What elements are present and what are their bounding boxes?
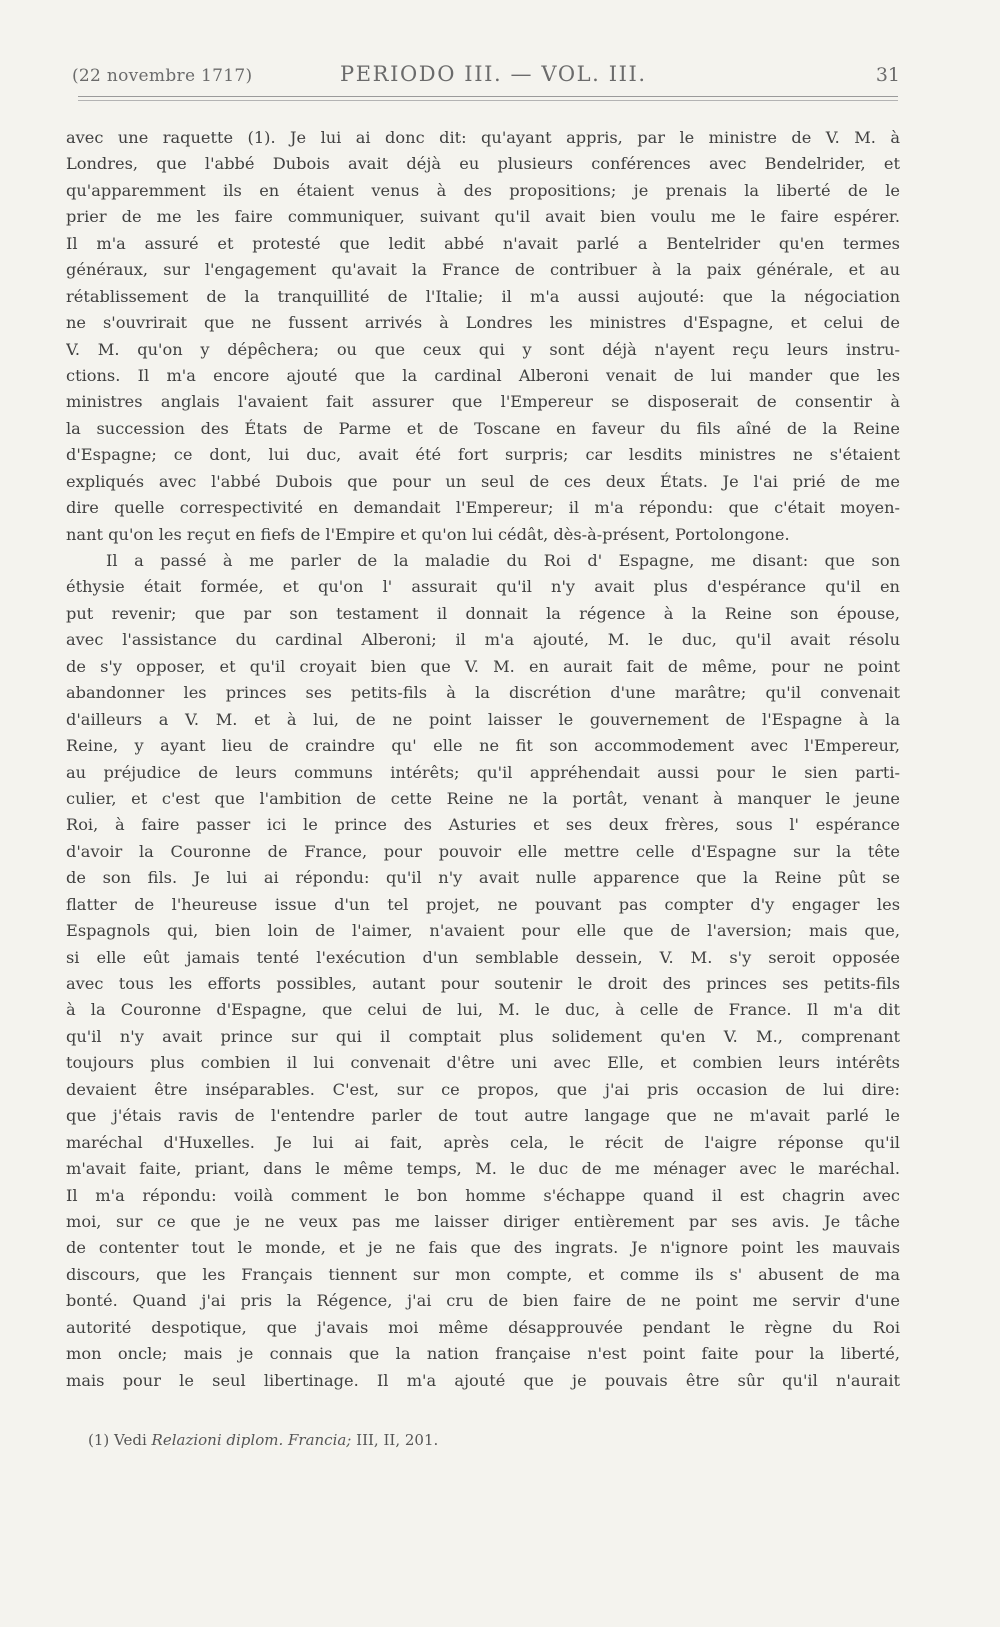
text-line: ministres anglais l'avaient fait assurer que l'Empereur se disposerait de consentir à — [66, 392, 900, 412]
page-number: 31 — [875, 64, 900, 86]
text-line: la succession des États de Parme et de Toscane en faveur du fils aîné de la Reine — [66, 418, 900, 438]
text-line: bonté. Quand j'ai pris la Régence, j'ai cru de bien faire de ne point me servir d'une — [66, 1291, 900, 1311]
text-line: rétablissement de la tranquillité de l'Italie; il m'a aussi aujouté: que la négociation — [66, 286, 900, 306]
footnote-source: Relazioni diplom. Francia; — [151, 1431, 352, 1449]
text-line: Londres, que l'abbé Dubois avait déjà eu plusieurs conférences avec Bendelrider, et — [66, 154, 900, 174]
text-line: moi, sur ce que je ne veux pas me laisser diriger entièrement par ses avis. Je tâche — [66, 1211, 900, 1231]
text-line: de son fils. Je lui ai répondu: qu'il n'y avait nulle apparence que la Reine pût se — [66, 868, 900, 888]
text-line: de s'y opposer, et qu'il croyait bien que V. M. en aurait fait de même, pour ne point — [66, 656, 900, 676]
footnote — [88, 1431, 438, 1449]
text-line: ctions. Il m'a encore ajouté que la cardinal Alberoni venait de lui mander que les — [66, 365, 900, 385]
text-line: nant qu'on les reçut en fiefs de l'Empire et qu'on lui cédât, dès-à-présent, Portolongone. — [66, 524, 790, 544]
text-line: expliqués avec l'abbé Dubois que pour un seul de ces deux États. Je l'ai prié de me — [66, 471, 900, 491]
text-line: Il a passé à me parler de la maladie du Roi d' Espagne, me disant: que son — [106, 551, 900, 570]
text-line: avec l'assistance du cardinal Alberoni; il m'a ajouté, M. le duc, qu'il avait résolu — [66, 630, 900, 650]
text-line: que j'étais ravis de l'entendre parler de tout autre langage que ne m'avait parlé le — [66, 1106, 900, 1126]
text-line: de contenter tout le monde, et je ne fais que des ingrats. Je n'ignore point les mauvais — [66, 1238, 900, 1258]
text-line: culier, et c'est que l'ambition de cette Reine ne la portât, venant à manquer le jeune — [66, 788, 900, 808]
text-line: devaient être inséparables. C'est, sur ce propos, que j'ai pris occasion de lui dire: — [66, 1079, 900, 1099]
text-line: d'Espagne; ce dont, lui duc, avait été fort surpris; car lesdits ministres ne s'étaient — [66, 445, 900, 465]
footnote-marker: (1) Vedi — [88, 1431, 147, 1449]
text-line: éthysie était formée, et qu'on l' assurait qu'il n'y avait plus d'espérance qu'il en — [66, 577, 900, 597]
text-line: au préjudice de leurs communs intérêts; qu'il appréhendait aussi pour le sien parti- — [66, 762, 900, 782]
header-title: PERIODO III. — VOL. III. — [340, 62, 647, 86]
text-line: généraux, sur l'engagement qu'avait la France de contribuer à la paix générale, et au — [66, 260, 900, 280]
text-line: Il m'a répondu: voilà comment le bon homme s'échappe quand il est chagrin avec — [66, 1185, 900, 1205]
text-line: mais pour le seul libertinage. Il m'a ajouté que je pouvais être sûr qu'il n'aurait — [66, 1370, 900, 1390]
text-line: ne s'ouvrirait que ne fussent arrivés à Londres les ministres d'Espagne, et celui de — [66, 313, 900, 333]
text-line: Roi, à faire passer ici le prince des Asturies et ses deux frères, sous l' espérance — [66, 815, 900, 835]
text-line: prier de me les faire communiquer, suivant qu'il avait bien voulu me le faire espérer. — [66, 207, 900, 227]
text-line: abandonner les princes ses petits-fils à la discrétion d'une marâtre; qu'il convenait — [66, 683, 900, 703]
text-line: m'avait faite, priant, dans le même temps, M. le duc de me ménager avec le maréchal. — [66, 1159, 900, 1179]
header-rule-second — [78, 100, 898, 101]
text-line: qu'apparemment ils en étaient venus à des propositions; je prenais la liberté de le — [66, 180, 900, 200]
text-line: à la Couronne d'Espagne, que celui de lui, M. le duc, à celle de France. Il m'a dit — [66, 1000, 900, 1020]
text-line: put revenir; que par son testament il donnait la régence à la Reine son épouse, — [66, 603, 900, 623]
header-rule — [78, 96, 898, 97]
text-line: si elle eût jamais tenté l'exécution d'un semblable dessein, V. M. s'y seroit opposée — [66, 947, 900, 967]
text-line: dire quelle correspectivité en demandait l'Empereur; il m'a répondu: que c'était moyen- — [66, 498, 900, 518]
footnote-reference: III, II, 201. — [356, 1431, 439, 1449]
text-line: d'ailleurs a V. M. et à lui, de ne point laisser le gouvernement de l'Espagne à la — [66, 709, 900, 729]
text-line: maréchal d'Huxelles. Je lui ai fait, après cela, le récit de l'aigre réponse qu'il — [66, 1132, 900, 1152]
text-line: Reine, y ayant lieu de craindre qu' elle ne fit son accommodement avec l'Empereur, — [66, 736, 900, 756]
running-header — [72, 62, 900, 92]
text-line: qu'il n'y avait prince sur qui il comptait plus solidement qu'en V. M., comprenant — [66, 1026, 900, 1046]
text-line: mon oncle; mais je connais que la nation française n'est point faite pour la liberté, — [66, 1344, 900, 1364]
body-text — [66, 125, 900, 1394]
text-line: toujours plus combien il lui convenait d'être uni avec Elle, et combien leurs intérêts — [66, 1053, 900, 1073]
text-line: flatter de l'heureuse issue d'un tel projet, ne pouvant pas compter d'y engager les — [66, 894, 900, 914]
text-line: avec une raquette (1). Je lui ai donc dit: qu'ayant appris, par le ministre de V. M. à — [66, 128, 900, 147]
text-line: autorité despotique, que j'avais moi même désapprouvée pendant le règne du Roi — [66, 1317, 900, 1337]
text-line: V. M. qu'on y dépêchera; ou que ceux qui y sont déjà n'ayent reçu leurs instru- — [66, 339, 900, 359]
text-line: Il m'a assuré et protesté que ledit abbé n'avait parlé a Bentelrider qu'en termes — [66, 233, 900, 253]
text-line: d'avoir la Couronne de France, pour pouvoir elle mettre celle d'Espagne sur la tête — [66, 841, 900, 861]
text-line: avec tous les efforts possibles, autant pour soutenir le droit des princes ses petits-fils — [66, 974, 900, 993]
text-line: discours, que les Français tiennent sur mon compte, et comme ils s' abusent de ma — [66, 1264, 900, 1284]
header-date: (22 novembre 1717) — [72, 66, 253, 86]
text-line: Espagnols qui, bien loin de l'aimer, n'avaient pour elle que de l'aversion; mais que, — [66, 921, 900, 941]
